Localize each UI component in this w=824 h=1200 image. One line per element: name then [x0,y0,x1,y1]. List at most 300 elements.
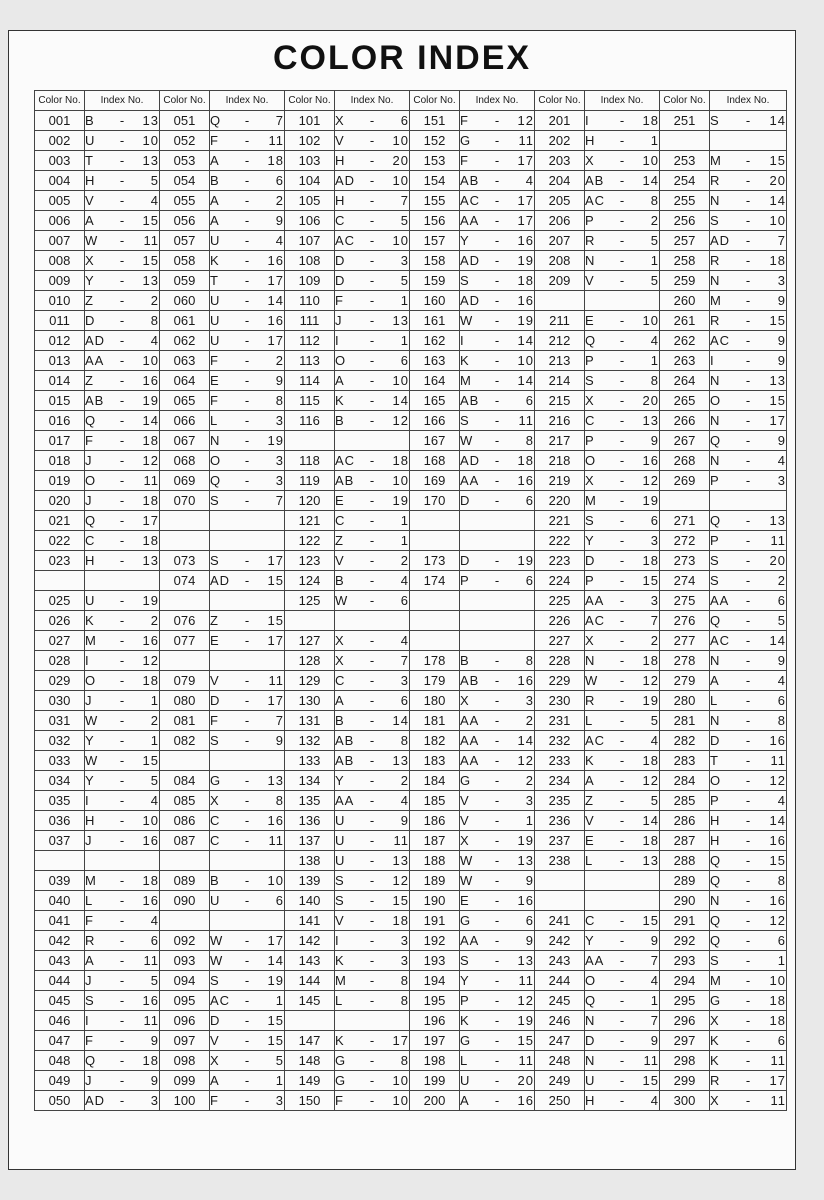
color-number-cell: 120 [285,491,335,511]
color-number-cell: 127 [285,631,335,651]
index-letter: Z [335,533,344,548]
color-number-cell: 049 [35,1071,85,1091]
color-number-cell: 285 [660,791,710,811]
table-row [35,331,787,351]
index-letter: M [460,373,472,388]
index-letter: M [335,973,347,988]
color-number-cell: 031 [35,711,85,731]
index-number: 5 [400,213,409,228]
index-number: 19 [267,973,284,988]
color-number-cell: 253 [660,151,710,171]
index-number-cell [335,311,410,331]
index-dash: - [119,1073,125,1088]
index-number: 20 [517,1073,534,1088]
index-letter: C [335,213,346,228]
color-number-cell: 139 [285,871,335,891]
index-number-cell [710,891,787,911]
index-number-cell [710,411,787,431]
index-letter: A [335,373,345,388]
index-number-cell [710,351,787,371]
index-letter: E [585,833,595,848]
index-letter: W [460,873,474,888]
color-number-cell: 162 [410,331,460,351]
index-number-cell [210,351,285,371]
index-dash: - [369,413,375,428]
index-letter: Q [710,613,722,628]
index-number: 4 [650,1093,659,1108]
index-dash: - [745,393,751,408]
index-dash: - [745,573,751,588]
index-dash: - [369,333,375,348]
index-number-cell [335,171,410,191]
index-letter: S [460,953,470,968]
index-number-cell [210,391,285,411]
index-dash: - [745,473,751,488]
index-letter: AD [85,1093,106,1108]
color-number-cell: 189 [410,871,460,891]
index-number-cell [585,651,660,671]
index-letter: J [85,1073,93,1088]
index-letter: B [210,873,220,888]
index-number-cell [710,491,787,511]
index-number-cell [210,931,285,951]
index-number-cell [335,851,410,871]
index-dash: - [244,713,250,728]
index-number-cell [85,811,160,831]
table-row [35,511,787,531]
index-number: 14 [517,333,534,348]
color-number-cell: 101 [285,111,335,131]
color-number-cell: 043 [35,951,85,971]
index-letter: K [710,1053,720,1068]
index-number: 15 [392,893,409,908]
color-number-cell [35,851,85,871]
index-number: 19 [517,833,534,848]
index-dash: - [119,893,125,908]
table-row [35,631,787,651]
index-number-cell [210,611,285,631]
index-dash: - [244,293,250,308]
index-number: 3 [525,693,534,708]
index-dash: - [619,713,625,728]
index-number-cell [85,771,160,791]
index-dash: - [745,213,751,228]
index-number: 20 [392,153,409,168]
index-number: 11 [518,1053,534,1068]
index-dash: - [494,933,500,948]
color-number-cell: 199 [410,1071,460,1091]
index-number-cell [335,291,410,311]
index-dash: - [619,473,625,488]
index-number-cell [335,1091,410,1111]
index-number-cell [335,1011,410,1031]
index-number: 13 [517,853,534,868]
index-letter: AA [460,213,480,228]
index-number: 17 [769,413,786,428]
index-number: 13 [769,373,786,388]
color-number-cell: 255 [660,191,710,211]
index-dash: - [494,393,500,408]
index-number: 1 [400,293,409,308]
table-row [35,191,787,211]
color-number-cell: 268 [660,451,710,471]
header-row [35,91,787,111]
color-number-cell: 022 [35,531,85,551]
index-number-cell [585,631,660,651]
index-number: 14 [642,173,659,188]
index-number: 17 [517,193,534,208]
index-number-cell [710,151,787,171]
index-number-cell [335,591,410,611]
index-number-cell [710,791,787,811]
color-number-cell: 134 [285,771,335,791]
index-number: 18 [142,1053,159,1068]
index-dash: - [119,733,125,748]
table-row [35,891,787,911]
index-number-cell [460,131,535,151]
index-number: 11 [770,533,786,548]
index-dash: - [745,773,751,788]
index-number: 12 [769,773,786,788]
color-number-cell: 122 [285,531,335,551]
index-dash: - [745,113,751,128]
index-number: 16 [769,893,786,908]
color-number-cell: 055 [160,191,210,211]
index-dash: - [619,993,625,1008]
index-dash: - [619,513,625,528]
index-number: 2 [650,633,659,648]
index-letter: L [460,1053,469,1068]
color-number-cell [35,571,85,591]
table-row [35,551,787,571]
color-number-cell: 217 [535,431,585,451]
index-number: 10 [392,233,409,248]
index-letter: AC [210,993,231,1008]
table-row [35,851,787,871]
color-number-cell: 019 [35,471,85,491]
index-number: 10 [769,973,786,988]
table-row [35,1031,787,1051]
index-number-cell [585,491,660,511]
index-number-cell [460,211,535,231]
index-number: 14 [267,293,284,308]
color-no-header: Color No. [160,91,210,111]
color-number-cell: 216 [535,411,585,431]
index-dash: - [244,133,250,148]
index-number: 16 [769,833,786,848]
index-dash: - [494,253,500,268]
index-number: 19 [392,493,409,508]
index-dash: - [244,173,250,188]
index-number: 15 [267,613,284,628]
index-letter: Y [585,933,595,948]
index-number-cell [335,711,410,731]
index-number-cell [585,211,660,231]
index-dash: - [745,233,751,248]
index-letter: W [460,313,474,328]
color-number-cell: 136 [285,811,335,831]
index-number-cell [460,891,535,911]
index-dash: - [494,213,500,228]
index-number-cell [335,611,410,631]
index-number-cell [460,971,535,991]
color-number-cell: 060 [160,291,210,311]
index-number: 6 [150,933,159,948]
index-number: 15 [142,253,159,268]
index-dash: - [619,773,625,788]
index-number-cell [85,691,160,711]
index-dash: - [119,973,125,988]
table-row [35,811,787,831]
index-letter: Y [335,773,345,788]
color-number-cell: 029 [35,671,85,691]
color-number-cell: 047 [35,1031,85,1051]
index-number: 11 [770,753,786,768]
index-letter: G [460,1033,472,1048]
table-row [35,351,787,371]
index-number-cell [585,611,660,631]
index-dash: - [494,493,500,508]
table-row [35,471,787,491]
index-number-cell [335,191,410,211]
index-number-cell [85,351,160,371]
color-number-cell: 054 [160,171,210,191]
index-letter: I [585,113,590,128]
index-dash: - [369,273,375,288]
table-row [35,491,787,511]
color-number-cell: 042 [35,931,85,951]
index-letter: U [85,593,96,608]
index-number: 2 [150,293,159,308]
color-number-cell: 057 [160,231,210,251]
index-letter: A [710,673,720,688]
index-dash: - [119,153,125,168]
index-dash: - [745,893,751,908]
index-number-cell [460,711,535,731]
index-number: 13 [142,113,159,128]
color-number-cell: 111 [285,311,335,331]
index-number-cell [335,811,410,831]
color-number-cell: 147 [285,1031,335,1051]
index-number: 11 [143,1013,159,1028]
index-letter: AA [85,353,105,368]
color-number-cell: 052 [160,131,210,151]
page-title: COLOR INDEX [272,39,532,77]
index-dash: - [494,433,500,448]
index-dash: - [494,813,500,828]
index-dash: - [369,573,375,588]
color-number-cell: 293 [660,951,710,971]
index-number-cell [710,271,787,291]
index-letter: AA [460,733,480,748]
index-number-cell [710,1051,787,1071]
index-number-cell [585,311,660,331]
index-letter: R [710,173,721,188]
index-letter: Q [585,333,597,348]
index-number-cell [460,991,535,1011]
color-number-cell [660,491,710,511]
index-letter: R [710,253,721,268]
index-letter: N [710,653,721,668]
color-number-cell: 288 [660,851,710,871]
index-number-cell [460,811,535,831]
color-number-cell: 119 [285,471,335,491]
index-dash: - [244,473,250,488]
index-letter: B [460,653,470,668]
index-number: 12 [392,413,409,428]
index-dash: - [745,753,751,768]
index-dash: - [369,813,375,828]
index-number-cell [710,551,787,571]
color-number-cell: 299 [660,1071,710,1091]
index-number-cell [210,831,285,851]
color-number-cell: 004 [35,171,85,191]
index-dash: - [619,273,625,288]
index-dash: - [369,633,375,648]
index-letter: O [710,773,722,788]
index-number: 15 [142,213,159,228]
index-number-cell [335,771,410,791]
index-number-cell [335,411,410,431]
index-number-cell [585,291,660,311]
color-number-cell: 013 [35,351,85,371]
index-number-cell [210,691,285,711]
index-number-cell [460,471,535,491]
index-number-cell [585,451,660,471]
index-number: 8 [150,313,159,328]
color-number-cell: 140 [285,891,335,911]
index-number-cell [210,291,285,311]
index-number-cell [460,1051,535,1071]
color-number-cell: 059 [160,271,210,291]
index-number: 11 [143,953,159,968]
index-number: 8 [650,193,659,208]
index-dash: - [745,613,751,628]
index-number-cell [335,871,410,891]
table-row [35,211,787,231]
color-number-cell: 201 [535,111,585,131]
index-dash: - [369,693,375,708]
index-letter: Z [210,613,219,628]
index-number: 8 [525,433,534,448]
color-number-cell: 256 [660,211,710,231]
index-letter: N [585,653,596,668]
index-number-cell [460,1031,535,1051]
index-letter: AD [335,173,356,188]
index-number-cell [585,411,660,431]
color-number-cell: 110 [285,291,335,311]
index-number-cell [85,251,160,271]
index-letter: AC [585,193,606,208]
index-number: 18 [517,453,534,468]
index-dash: - [494,993,500,1008]
index-number-cell [85,611,160,631]
index-letter: B [335,573,345,588]
index-letter: L [585,853,594,868]
index-letter: A [210,153,220,168]
index-letter: AA [460,713,480,728]
color-number-cell: 132 [285,731,335,751]
index-letter: V [210,1033,220,1048]
index-number-cell [460,451,535,471]
index-dash: - [494,913,500,928]
index-letter: AC [460,193,481,208]
color-number-cell: 231 [535,711,585,731]
index-dash: - [619,193,625,208]
index-letter: P [710,473,720,488]
color-number-cell: 157 [410,231,460,251]
index-number-cell [210,491,285,511]
index-number: 3 [275,453,284,468]
index-number: 10 [392,473,409,488]
index-number: 5 [400,273,409,288]
index-number: 9 [400,813,409,828]
index-number-cell [460,251,535,271]
index-number-cell [710,431,787,451]
color-number-cell: 202 [535,131,585,151]
index-number-cell [335,991,410,1011]
index-dash: - [494,173,500,188]
index-number: 2 [150,713,159,728]
index-number: 19 [517,553,534,568]
color-no-header: Color No. [410,91,460,111]
index-dash: - [244,153,250,168]
index-number: 19 [517,253,534,268]
index-letter: T [85,153,94,168]
index-number-cell [710,751,787,771]
index-number: 5 [650,713,659,728]
index-number: 16 [142,993,159,1008]
color-number-cell: 215 [535,391,585,411]
index-number-cell [460,771,535,791]
index-number-cell [710,731,787,751]
color-number-cell [535,291,585,311]
index-number-cell [710,911,787,931]
index-number-cell [460,571,535,591]
index-dash: - [119,773,125,788]
index-letter: J [85,833,93,848]
color-number-cell: 141 [285,911,335,931]
color-number-cell: 193 [410,951,460,971]
index-number: 2 [650,213,659,228]
color-number-cell: 212 [535,331,585,351]
index-number-cell [585,971,660,991]
index-letter: I [335,933,340,948]
color-number-cell: 213 [535,351,585,371]
index-number: 4 [150,333,159,348]
index-number: 20 [642,393,659,408]
index-number: 18 [142,673,159,688]
table-row [35,111,787,131]
index-number-cell [460,871,535,891]
table-row [35,151,787,171]
index-number: 12 [517,993,534,1008]
index-letter: S [710,573,720,588]
index-letter: Q [85,1053,97,1068]
index-letter: D [710,733,721,748]
index-number-cell [585,591,660,611]
color-number-cell [660,131,710,151]
index-dash: - [369,733,375,748]
index-letter: H [85,813,96,828]
table-row [35,131,787,151]
color-number-cell: 208 [535,251,585,271]
index-number: 4 [275,233,284,248]
index-number-cell [85,591,160,611]
index-number: 8 [777,713,786,728]
index-number: 16 [517,293,534,308]
color-number-cell: 271 [660,511,710,531]
